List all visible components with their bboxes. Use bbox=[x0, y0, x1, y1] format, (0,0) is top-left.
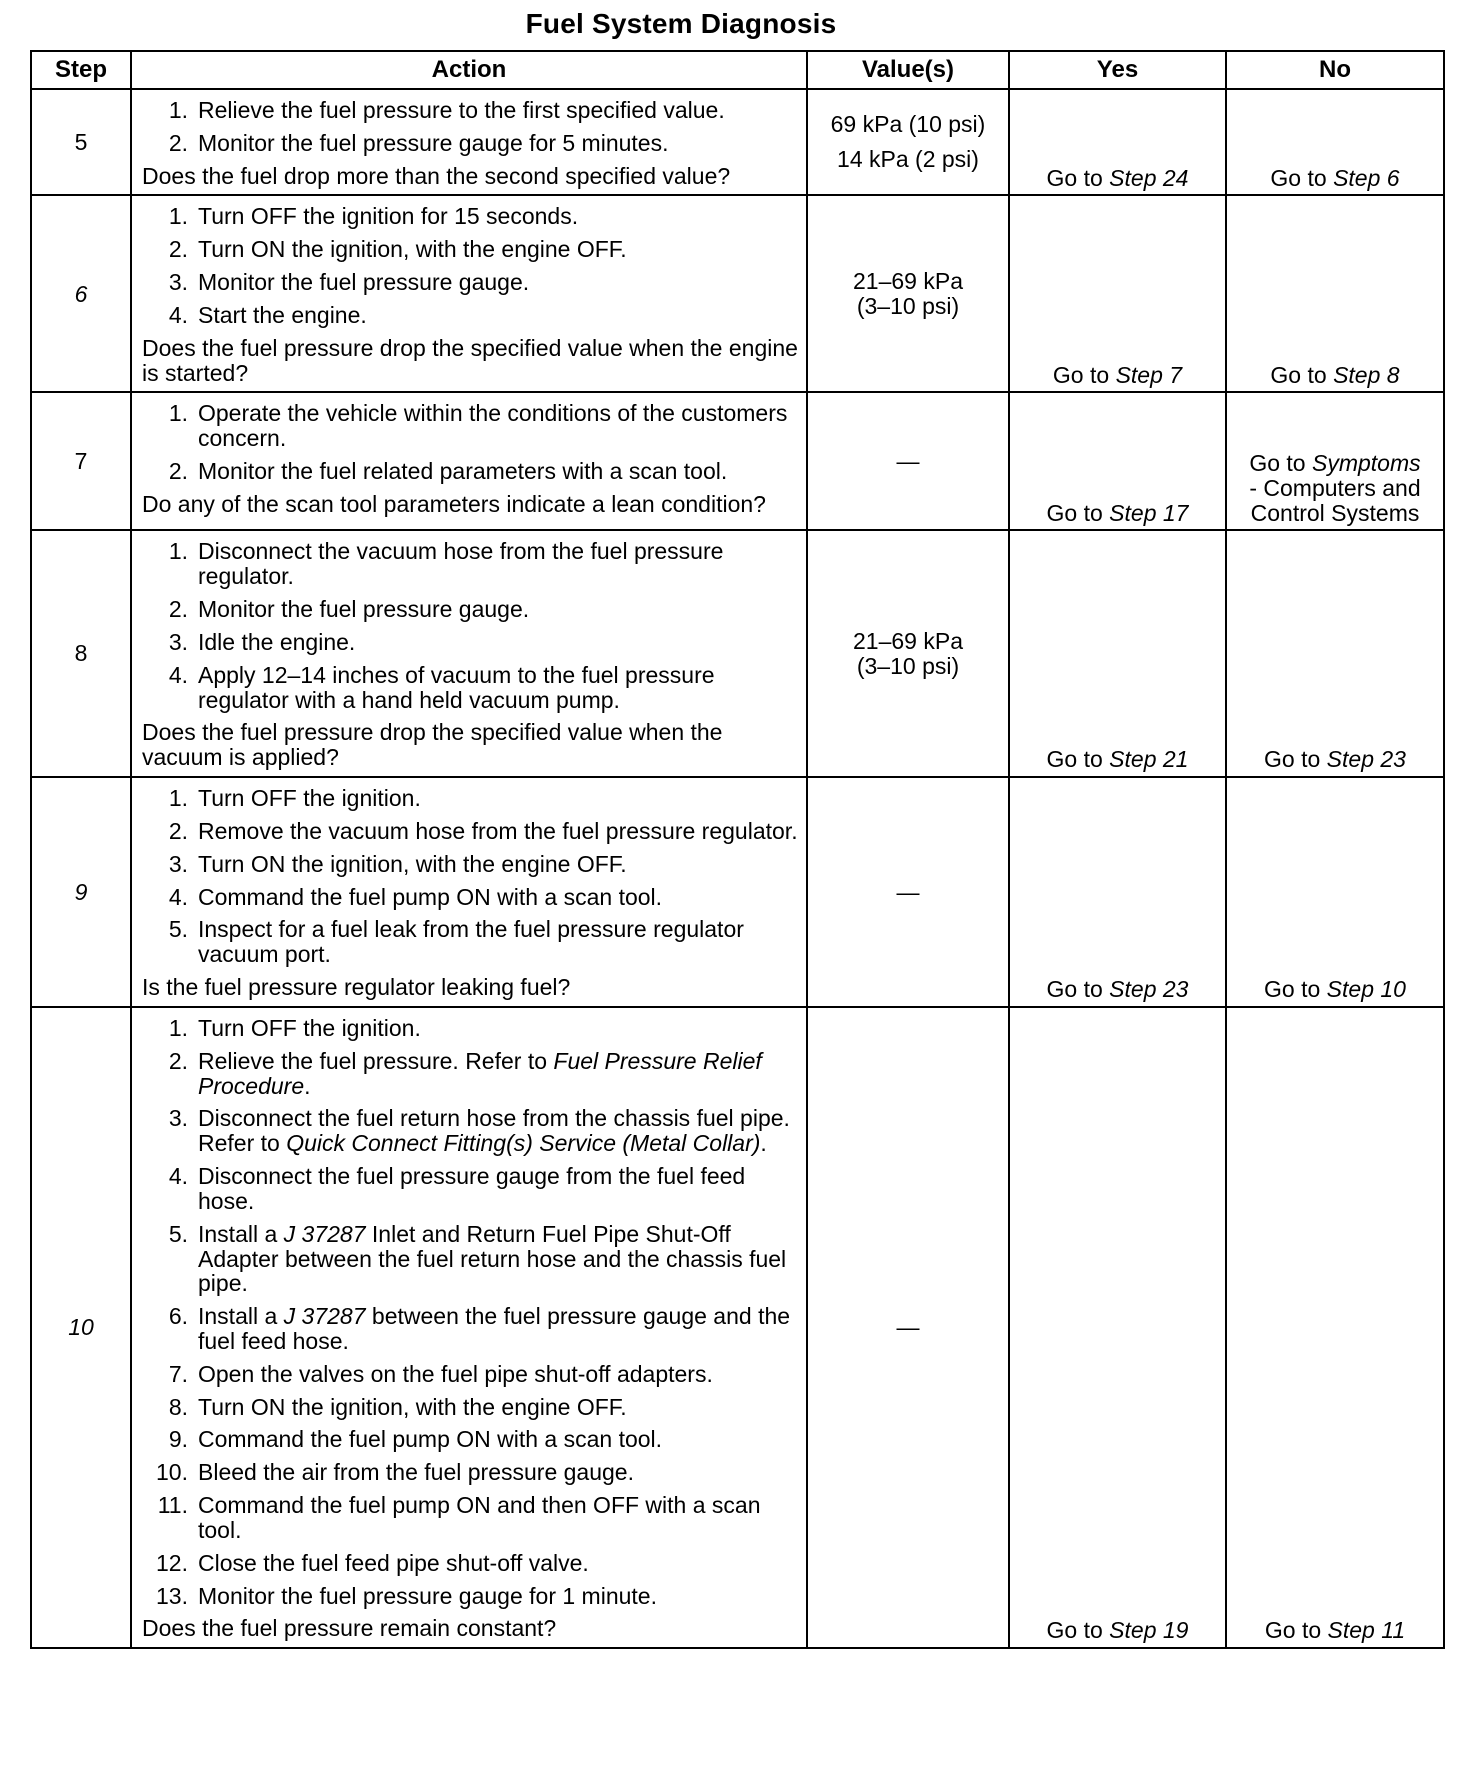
no-goto[interactable] bbox=[1270, 362, 1399, 388]
action-text-part: Disconnect the fuel return hose from the chassis fuel pipe. Refer to bbox=[198, 1105, 790, 1157]
action-item bbox=[142, 1106, 798, 1156]
action-item bbox=[142, 663, 798, 713]
table-row bbox=[31, 777, 1444, 1007]
action-item bbox=[142, 917, 798, 967]
step-number: 7 bbox=[31, 392, 131, 530]
no-goto[interactable] bbox=[1264, 976, 1406, 1002]
no-goto[interactable] bbox=[1270, 165, 1399, 191]
action-text-part: Install a bbox=[198, 1220, 284, 1247]
action-number: 1. bbox=[168, 1014, 188, 1041]
action-text-part: Start the engine. bbox=[198, 301, 367, 328]
action-number: 4. bbox=[168, 1163, 188, 1190]
yes-cell bbox=[1009, 1007, 1226, 1648]
goto-step-link[interactable]: Symptoms bbox=[1312, 449, 1421, 476]
action-text-part: Monitor the fuel related parameters with a scan tool. bbox=[198, 458, 728, 485]
action-text bbox=[198, 630, 798, 655]
step-number: 10 bbox=[31, 1007, 131, 1648]
action-item bbox=[142, 885, 798, 910]
table-row bbox=[31, 89, 1444, 195]
action-item bbox=[142, 1016, 798, 1041]
action-text bbox=[198, 1016, 798, 1041]
action-number: 5. bbox=[168, 916, 188, 943]
action-text bbox=[198, 303, 798, 328]
action-item bbox=[142, 204, 798, 229]
goto-step-link[interactable]: Step 19 bbox=[1109, 1617, 1189, 1644]
value-text: 21–69 kPa bbox=[853, 627, 963, 654]
action-text bbox=[198, 459, 798, 484]
goto-prefix: Go to bbox=[1046, 164, 1110, 191]
yes-goto[interactable] bbox=[1047, 165, 1189, 191]
table-row bbox=[31, 530, 1444, 777]
value-text: (3–10 psi) bbox=[856, 652, 960, 679]
action-item bbox=[142, 1460, 798, 1485]
action-text-part: Turn OFF the ignition. bbox=[198, 785, 421, 812]
action-number: 11. bbox=[157, 1492, 188, 1519]
yes-goto[interactable] bbox=[1047, 976, 1189, 1002]
action-text bbox=[198, 663, 798, 713]
action-number: 2. bbox=[168, 596, 188, 623]
value-text: 21–69 kPa bbox=[853, 268, 963, 295]
action-number: 3. bbox=[168, 269, 188, 296]
action-text-part: Command the fuel pump ON and then OFF with a scan tool. bbox=[198, 1492, 761, 1543]
action-item bbox=[142, 1304, 798, 1354]
action-item bbox=[142, 1049, 798, 1099]
action-number: 4. bbox=[168, 661, 188, 688]
action-item bbox=[142, 1362, 798, 1387]
action-cell bbox=[131, 392, 807, 530]
action-text-part: Command the fuel pump ON with a scan tool. bbox=[198, 883, 663, 910]
reference-link-text: Quick Connect Fitting(s) Service (Metal Collar) bbox=[286, 1130, 761, 1157]
page-title: Fuel System Diagnosis bbox=[525, 8, 837, 39]
step-number: 8 bbox=[31, 530, 131, 777]
action-number: 3. bbox=[168, 1105, 188, 1132]
value-cell bbox=[807, 530, 1009, 777]
action-text bbox=[198, 917, 798, 967]
action-text bbox=[198, 204, 798, 229]
action-text-part: Monitor the fuel pressure gauge. bbox=[198, 269, 530, 296]
action-text bbox=[198, 786, 798, 811]
goto-step-link[interactable]: Step 7 bbox=[1115, 361, 1183, 388]
no-goto[interactable] bbox=[1264, 746, 1406, 772]
goto-step-link[interactable]: Step 21 bbox=[1109, 746, 1189, 773]
action-number: 2. bbox=[168, 236, 188, 263]
no-cell bbox=[1226, 1007, 1444, 1648]
action-item bbox=[142, 852, 798, 877]
action-text bbox=[198, 401, 798, 451]
action-item bbox=[142, 98, 798, 123]
action-text bbox=[198, 597, 798, 622]
table-row bbox=[31, 392, 1444, 530]
action-number: 1. bbox=[168, 538, 188, 565]
diagnosis-table bbox=[30, 50, 1445, 1649]
header-yes: Yes bbox=[1009, 51, 1226, 89]
action-number: 1. bbox=[168, 97, 188, 123]
action-number: 4. bbox=[168, 301, 188, 328]
goto-prefix: Go to bbox=[1270, 164, 1334, 191]
action-text-part: Turn ON the ignition, with the engine OFF. bbox=[198, 850, 627, 877]
value-cell bbox=[807, 392, 1009, 530]
yes-cell bbox=[1009, 530, 1226, 777]
no-goto[interactable] bbox=[1265, 1617, 1405, 1643]
yes-cell bbox=[1009, 195, 1226, 392]
action-item bbox=[142, 1551, 798, 1576]
header-row bbox=[31, 51, 1444, 89]
reference-link-text: J 37287 bbox=[283, 1303, 366, 1330]
yes-goto[interactable] bbox=[1053, 362, 1182, 388]
no-goto[interactable] bbox=[1249, 450, 1420, 476]
action-text-part: Install a bbox=[198, 1303, 284, 1330]
action-text-part: Relieve the fuel pressure to the first specified value. bbox=[198, 97, 725, 123]
goto-prefix: Go to bbox=[1270, 361, 1334, 388]
action-text-part: Relieve the fuel pressure. Refer to bbox=[198, 1047, 554, 1074]
action-number: 1. bbox=[168, 785, 188, 812]
action-text bbox=[198, 270, 798, 295]
action-text bbox=[198, 819, 798, 844]
goto-prefix: Go to bbox=[1046, 746, 1110, 773]
goto-prefix: Go to bbox=[1264, 746, 1327, 773]
action-number: 3. bbox=[168, 628, 188, 655]
goto-step-link[interactable]: Step 23 bbox=[1326, 746, 1406, 773]
value-cell bbox=[807, 195, 1009, 392]
action-list bbox=[142, 98, 798, 156]
value-text: — bbox=[896, 1314, 920, 1341]
action-text-part: Remove the vacuum hose from the fuel pressure regulator. bbox=[198, 817, 798, 844]
action-text bbox=[198, 852, 798, 877]
action-item bbox=[142, 401, 798, 451]
action-text bbox=[198, 1493, 798, 1543]
action-question: Do any of the scan tool parameters indicate a lean condition? bbox=[142, 490, 766, 517]
no-cell bbox=[1226, 89, 1444, 195]
action-text-part: Apply 12–14 inches of vacuum to the fuel pressure regulator with a hand held vacuum pump. bbox=[198, 661, 715, 713]
yes-cell bbox=[1009, 392, 1226, 530]
yes-cell bbox=[1009, 89, 1226, 195]
goto-step-link[interactable]: Step 10 bbox=[1326, 976, 1406, 1003]
action-list bbox=[142, 539, 798, 712]
action-text-part: between the fuel pressure gauge and the fuel feed hose. bbox=[198, 1303, 791, 1354]
no-cell bbox=[1226, 195, 1444, 392]
action-text bbox=[198, 1222, 798, 1296]
yes-goto[interactable] bbox=[1047, 1617, 1189, 1643]
action-text bbox=[198, 98, 798, 123]
header-values: Value(s) bbox=[807, 51, 1009, 89]
goto-prefix: Go to bbox=[1046, 1617, 1110, 1644]
action-text-part: Close the fuel feed pipe shut-off valve. bbox=[198, 1549, 589, 1576]
value-cell bbox=[807, 89, 1009, 195]
action-cell bbox=[131, 1007, 807, 1648]
action-text-part: Operate the vehicle within the conditions of the customers concern. bbox=[198, 400, 788, 452]
reference-link-text: Fuel Pressure Relief Procedure bbox=[198, 1047, 762, 1099]
action-item bbox=[142, 270, 798, 295]
action-item bbox=[142, 786, 798, 811]
action-text-part: Inspect for a fuel leak from the fuel pressure regulator vacuum port. bbox=[198, 916, 744, 968]
action-number: 7. bbox=[168, 1360, 188, 1387]
action-text bbox=[198, 885, 798, 910]
action-text bbox=[198, 1106, 798, 1156]
goto-step-link[interactable]: Step 23 bbox=[1109, 976, 1189, 1003]
action-number: 9. bbox=[168, 1426, 188, 1453]
action-text bbox=[198, 1362, 798, 1387]
goto-step-link[interactable]: Step 6 bbox=[1333, 164, 1400, 191]
no-cell bbox=[1226, 530, 1444, 777]
action-number: 3. bbox=[168, 850, 188, 877]
value-text: 14 kPa (2 psi) bbox=[837, 146, 979, 173]
action-question: Does the fuel pressure remain constant? bbox=[142, 1615, 557, 1642]
goto-prefix: Go to bbox=[1249, 449, 1312, 476]
action-cell bbox=[131, 89, 807, 195]
action-question: Does the fuel pressure drop the specified value when the vacuum is applied? bbox=[142, 719, 723, 771]
yes-goto[interactable] bbox=[1047, 500, 1189, 526]
action-text-part: Turn ON the ignition, with the engine OFF. bbox=[198, 236, 627, 263]
action-cell bbox=[131, 195, 807, 392]
action-item bbox=[142, 1164, 798, 1214]
header-no: No bbox=[1226, 51, 1444, 89]
action-list bbox=[142, 401, 798, 483]
action-number: 10. bbox=[156, 1459, 188, 1486]
action-text-part: Disconnect the vacuum hose from the fuel pressure regulator. bbox=[198, 538, 724, 590]
action-item bbox=[142, 630, 798, 655]
action-number: 6. bbox=[168, 1303, 188, 1330]
no-cell bbox=[1226, 392, 1444, 530]
action-number: 12. bbox=[156, 1549, 188, 1576]
value-cell bbox=[807, 777, 1009, 1007]
action-number: 2. bbox=[168, 817, 188, 844]
action-number: 1. bbox=[168, 203, 188, 230]
goto-prefix: Go to bbox=[1046, 976, 1110, 1003]
action-item bbox=[142, 597, 798, 622]
action-item bbox=[142, 1493, 798, 1543]
action-number: 5. bbox=[168, 1220, 188, 1247]
goto-step-link[interactable]: Step 11 bbox=[1327, 1617, 1406, 1644]
action-text bbox=[198, 1304, 798, 1354]
action-number: 2. bbox=[168, 458, 188, 485]
action-question: Is the fuel pressure regulator leaking fuel? bbox=[142, 974, 571, 1001]
action-item bbox=[142, 303, 798, 328]
action-text bbox=[198, 1551, 798, 1576]
action-text-part: . bbox=[304, 1072, 311, 1099]
header-step: Step bbox=[31, 51, 131, 89]
action-item bbox=[142, 539, 798, 589]
action-item bbox=[142, 819, 798, 844]
action-item bbox=[142, 1584, 798, 1609]
value-cell bbox=[807, 1007, 1009, 1648]
action-text-part: Disconnect the fuel pressure gauge from the fuel feed hose. bbox=[198, 1163, 746, 1214]
value-text: — bbox=[896, 878, 920, 905]
step-number: 9 bbox=[31, 777, 131, 1007]
action-item bbox=[142, 131, 798, 156]
action-text-part: Bleed the air from the fuel pressure gauge. bbox=[198, 1459, 634, 1486]
goto-prefix: Go to bbox=[1264, 976, 1327, 1003]
action-text-part: Command the fuel pump ON with a scan tool. bbox=[198, 1426, 663, 1453]
value-text: — bbox=[896, 448, 920, 475]
header-action: Action bbox=[131, 51, 807, 89]
action-item bbox=[142, 459, 798, 484]
action-question: Does the fuel drop more than the second specified value? bbox=[142, 162, 731, 189]
action-text-part: Turn ON the ignition, with the engine OFF. bbox=[198, 1393, 627, 1420]
action-list bbox=[142, 1016, 798, 1609]
action-cell bbox=[131, 777, 807, 1007]
action-text-part: Idle the engine. bbox=[198, 628, 356, 655]
action-number: 4. bbox=[168, 883, 188, 910]
action-text-part: Turn OFF the ignition. bbox=[198, 1014, 421, 1041]
action-list bbox=[142, 786, 798, 967]
action-text bbox=[198, 1395, 798, 1420]
action-question: Does the fuel pressure drop the specified value when the engine is started? bbox=[142, 334, 798, 386]
step-number: 5 bbox=[31, 89, 131, 195]
action-item bbox=[142, 1427, 798, 1452]
goto-step-link[interactable]: Step 17 bbox=[1109, 499, 1189, 526]
goto-prefix: Go to bbox=[1264, 1617, 1328, 1644]
goto-prefix: Go to bbox=[1052, 361, 1116, 388]
action-text-part: Turn OFF the ignition for 15 seconds. bbox=[198, 203, 579, 230]
action-text-part: Monitor the fuel pressure gauge. bbox=[198, 596, 530, 623]
table-row bbox=[31, 1007, 1444, 1648]
table-row bbox=[31, 195, 1444, 392]
action-number: 2. bbox=[168, 1047, 188, 1074]
goto-line: Control Systems bbox=[1250, 499, 1420, 526]
action-text-part: Inlet and Return Fuel Pipe Shut-Off Adapter between the fuel return hose and the chassis fuel pipe. bbox=[198, 1220, 787, 1297]
goto-line: - Computers and bbox=[1249, 474, 1421, 501]
goto-step-link[interactable]: Step 24 bbox=[1109, 164, 1189, 191]
value-text: 69 kPa (10 psi) bbox=[830, 111, 986, 138]
goto-prefix: Go to bbox=[1046, 499, 1110, 526]
action-text bbox=[198, 1427, 798, 1452]
goto-step-link[interactable]: Step 8 bbox=[1333, 361, 1400, 388]
action-item bbox=[142, 1395, 798, 1420]
action-text bbox=[198, 1460, 798, 1485]
action-item bbox=[142, 1222, 798, 1296]
step-number: 6 bbox=[31, 195, 131, 392]
action-item bbox=[142, 237, 798, 262]
action-text-part: Open the valves on the fuel pipe shut-off adapters. bbox=[198, 1360, 713, 1387]
action-text-part: Monitor the fuel pressure gauge for 5 minutes. bbox=[198, 129, 669, 156]
value-text: (3–10 psi) bbox=[856, 292, 960, 319]
action-text bbox=[198, 1584, 798, 1609]
action-number: 1. bbox=[168, 400, 188, 427]
action-number: 8. bbox=[168, 1393, 188, 1420]
action-list bbox=[142, 204, 798, 327]
action-text bbox=[198, 1164, 798, 1214]
action-text bbox=[198, 539, 798, 589]
action-number: 13. bbox=[156, 1582, 188, 1609]
action-cell bbox=[131, 530, 807, 777]
no-cell bbox=[1226, 777, 1444, 1007]
action-text bbox=[198, 237, 798, 262]
action-number: 2. bbox=[168, 129, 188, 156]
action-text bbox=[198, 131, 798, 156]
yes-cell bbox=[1009, 777, 1226, 1007]
reference-link-text: J 37287 bbox=[283, 1220, 366, 1247]
yes-goto[interactable] bbox=[1047, 746, 1189, 772]
action-text-part: . bbox=[760, 1130, 767, 1157]
action-text-part: Monitor the fuel pressure gauge for 1 minute. bbox=[198, 1582, 657, 1609]
action-text bbox=[198, 1049, 798, 1099]
